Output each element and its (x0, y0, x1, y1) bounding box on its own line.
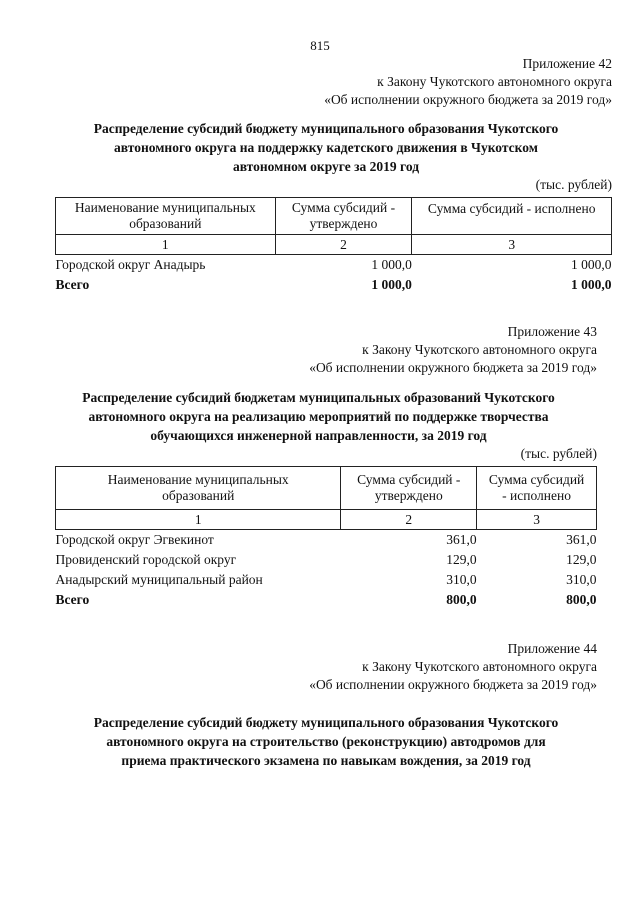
table-total-row (56, 275, 612, 295)
appendix-number: Приложение 42 (522, 56, 612, 71)
total-approved: 1 000,0 (371, 277, 412, 292)
heading-line: обучающихся инженерной направленности, за 2019 год (150, 428, 487, 443)
column-number: 1 (56, 235, 276, 255)
column-number: 3 (477, 510, 597, 530)
column-number: 1 (56, 510, 341, 530)
row-approved: 129,0 (446, 552, 477, 567)
subsidy-table-42 (55, 197, 612, 295)
table-row (56, 255, 612, 276)
table-total-row (56, 590, 597, 610)
appendix-42-header (200, 55, 612, 109)
appendix-law-title: «Об исполнении окружного бюджета за 2019 год» (324, 92, 612, 107)
table-header-row (56, 198, 612, 235)
row-approved: 310,0 (446, 572, 477, 587)
section-43-heading (40, 388, 597, 445)
appendix-43-header (200, 323, 597, 377)
row-executed: 1 000,0 (571, 257, 612, 272)
page-number: 815 (310, 38, 330, 53)
heading-line: Распределение субсидий бюджетам муниципальных образований Чукотского (82, 390, 555, 405)
column-number-row (56, 510, 597, 530)
column-header-approved: Сумма субсидий - утверждено (275, 198, 412, 235)
total-label: Всего (55, 592, 90, 607)
subsidy-table-43 (55, 466, 597, 610)
heading-line: автономного округа на строительство (реконструкцию) автодромов для (106, 734, 546, 749)
appendix-44-header (200, 640, 597, 694)
total-executed: 1 000,0 (571, 277, 612, 292)
section-44-heading (40, 713, 612, 770)
heading-line: приема практического экзамена по навыкам вождения, за 2019 год (121, 753, 531, 768)
column-header-approved: Сумма субсидий - утверждено (341, 467, 477, 510)
column-number-row (56, 235, 612, 255)
section-42-heading (40, 119, 612, 176)
column-number: 2 (341, 510, 477, 530)
heading-line: автономного округа на поддержку кадетского движения в Чукотском (114, 140, 538, 155)
table-row (56, 570, 597, 590)
heading-line: Распределение субсидий бюджету муниципального образования Чукотского (93, 715, 559, 730)
row-executed: 129,0 (566, 552, 597, 567)
column-number: 2 (275, 235, 412, 255)
row-executed: 361,0 (566, 532, 597, 547)
column-header-executed: Сумма субсидий - исполнено (477, 467, 597, 510)
units-label: (тыс. рублей) (520, 446, 597, 461)
heading-line: автономного округа на реализацию мероприятий по поддержке творчества (88, 409, 549, 424)
table-header-row (56, 467, 597, 510)
appendix-law: к Закону Чукотского автономного округа (362, 659, 597, 674)
table-row (56, 550, 597, 570)
row-approved: 1 000,0 (371, 257, 412, 272)
heading-line: Распределение субсидий бюджету муниципального образования Чукотского (93, 121, 559, 136)
column-header-name: Наименование муниципальных образований (56, 198, 276, 235)
row-name: Провиденский городской округ (55, 552, 237, 567)
row-name: Городской округ Анадырь (55, 257, 206, 272)
appendix-law-title: «Об исполнении окружного бюджета за 2019 год» (309, 677, 597, 692)
column-header-name: Наименование муниципальных образований (56, 467, 341, 510)
row-executed: 310,0 (566, 572, 597, 587)
total-executed: 800,0 (566, 592, 597, 607)
appendix-law-title: «Об исполнении окружного бюджета за 2019 год» (309, 360, 597, 375)
row-name: Городской округ Эгвекинот (55, 532, 214, 547)
appendix-number: Приложение 43 (507, 324, 597, 339)
appendix-law: к Закону Чукотского автономного округа (377, 74, 612, 89)
total-approved: 800,0 (446, 592, 477, 607)
table-row (56, 530, 597, 551)
column-number: 3 (412, 235, 612, 255)
units-label: (тыс. рублей) (535, 177, 612, 192)
appendix-number: Приложение 44 (507, 641, 597, 656)
appendix-law: к Закону Чукотского автономного округа (362, 342, 597, 357)
heading-line: автономном округе за 2019 год (232, 159, 420, 174)
row-name: Анадырский муниципальный район (55, 572, 263, 587)
row-approved: 361,0 (446, 532, 477, 547)
column-header-executed: Сумма субсидий - исполнено (412, 198, 612, 235)
total-label: Всего (55, 277, 90, 292)
